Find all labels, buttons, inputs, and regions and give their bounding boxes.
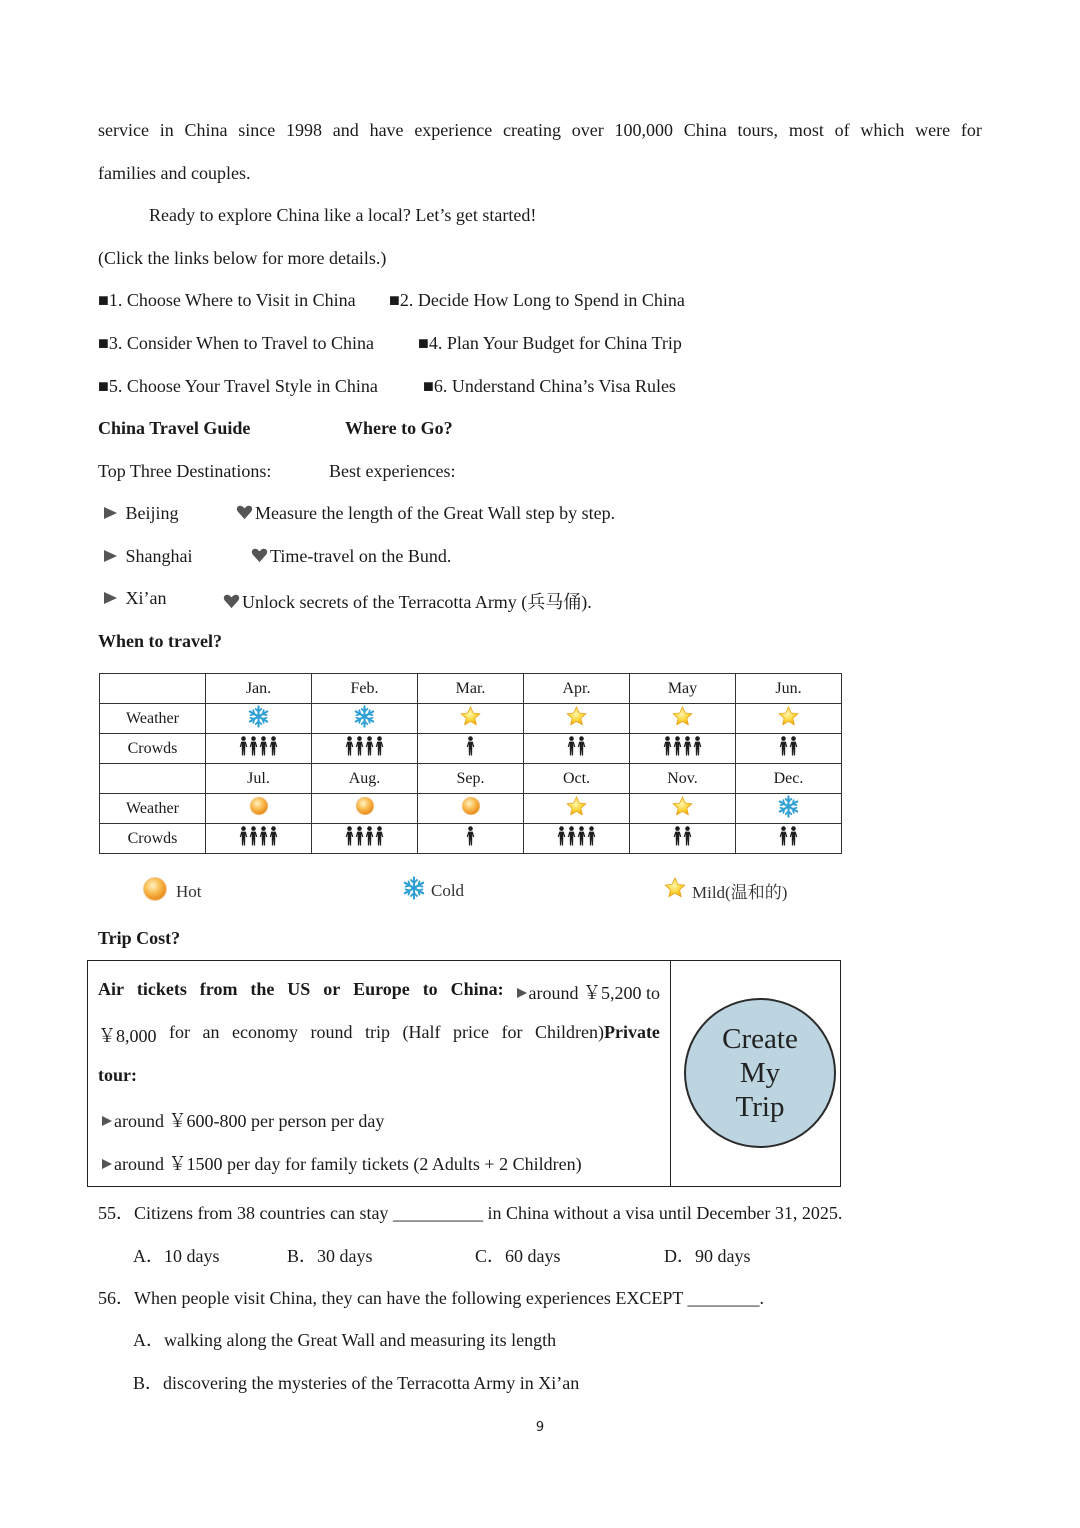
answer-blank: ________ [687, 1288, 760, 1308]
word: trip [364, 1022, 390, 1042]
row-label-weather: Weather [100, 794, 206, 824]
experience-text: Unlock secrets of the Terracotta Army (兵马俑). [242, 592, 592, 612]
person-icon [355, 736, 364, 761]
crowd-level-icon [239, 826, 279, 851]
month-cell: May [630, 674, 736, 704]
intro-line-2: families and couples. [98, 163, 251, 183]
month-cell: Oct. [524, 764, 630, 794]
question-56 [98, 1284, 764, 1310]
word: have [369, 120, 404, 140]
person-icon [345, 826, 354, 851]
person-icon [577, 826, 586, 851]
weather-cell [418, 794, 524, 824]
arrow-bullet-icon [102, 1116, 112, 1126]
destination-shanghai [104, 546, 193, 567]
private-tour-family [102, 1150, 664, 1176]
word: over [571, 120, 604, 140]
when-to-travel-heading: When to travel? [98, 631, 222, 651]
crowds-cell [736, 734, 842, 764]
word: price [452, 1022, 489, 1042]
word: China: [450, 979, 504, 999]
month-cell: Feb. [312, 674, 418, 704]
destination-xian [104, 588, 166, 609]
word: tours, [737, 120, 779, 140]
word: 100,000 [614, 120, 674, 140]
experience-shanghai [251, 546, 451, 567]
air-tickets-line [98, 979, 660, 1005]
crowds-cell [736, 824, 842, 854]
person-icon [663, 736, 672, 761]
person-icon [587, 826, 596, 851]
intro-line-1 [98, 120, 982, 141]
link-how-long[interactable]: ■2. Decide How Long to Spend in China [389, 290, 685, 310]
word: for [169, 1022, 190, 1042]
crowds-cell [206, 824, 312, 854]
weather-cell [312, 704, 418, 734]
weather-cell [736, 794, 842, 824]
button-label-line: Create [722, 1023, 798, 1055]
question-text: 55．Citizens from 38 countries can stay [98, 1203, 389, 1223]
economy-line [98, 1022, 660, 1048]
table-row [100, 734, 842, 764]
crowd-level-icon [345, 826, 385, 851]
month-cell: Apr. [524, 674, 630, 704]
experience-beijing [236, 503, 615, 524]
person-icon [355, 826, 364, 851]
heart-icon [251, 548, 268, 563]
table-cell-empty [100, 764, 206, 794]
snowflake-icon [777, 795, 800, 823]
word: round [310, 1022, 353, 1042]
row-label-crowds: Crowds [100, 734, 206, 764]
crowds-cell [630, 824, 736, 854]
q55-option-c: C．60 days [475, 1246, 561, 1266]
person-icon [466, 826, 475, 851]
q56-option-b: B．discovering the mysteries of the Terracotta Army in Xi’an [133, 1373, 580, 1393]
person-icon [567, 736, 576, 761]
table-row [100, 794, 842, 824]
word: Children)Private [534, 1022, 660, 1042]
intro-click-note: (Click the links below for more details.) [98, 248, 387, 268]
crowd-level-icon [239, 736, 279, 761]
q55-option-b: B．30 days [287, 1246, 373, 1266]
word: and [332, 120, 359, 140]
weather-cell [524, 794, 630, 824]
snowflake-icon [402, 876, 426, 905]
question-text: . [759, 1288, 765, 1308]
word: experience [414, 120, 493, 140]
person-icon [269, 736, 278, 761]
cost-item-text: around ￥600-800 per person per day [114, 1111, 385, 1131]
snowflake-icon [247, 705, 270, 733]
word: for [501, 1022, 523, 1042]
top-destinations-label: Top Three Destinations: [98, 461, 272, 481]
crowds-cell [524, 824, 630, 854]
q56-option-a: A．walking along the Great Wall and measuring its length [133, 1330, 557, 1350]
tour-label: tour: [98, 1065, 137, 1085]
word: which [860, 120, 905, 140]
destination-city: Shanghai [125, 546, 193, 566]
cost-item-text: around ￥1500 per day for family tickets (2 Adults + 2 Children) [114, 1154, 582, 1174]
person-icon [375, 736, 384, 761]
word: for [960, 120, 982, 140]
person-icon [249, 826, 258, 851]
person-icon [365, 826, 374, 851]
destination-city: Beijing [125, 503, 179, 523]
person-icon [683, 736, 692, 761]
trip-cost-details [88, 961, 671, 1186]
word: Air [98, 979, 124, 999]
word: the [250, 979, 275, 999]
person-icon [239, 826, 248, 851]
word: economy [232, 1022, 298, 1042]
crowd-level-icon [466, 736, 476, 761]
person-icon [259, 826, 268, 851]
weather-cell [206, 794, 312, 824]
link-when-to-travel[interactable]: ■3. Consider When to Travel to China [98, 333, 375, 353]
create-my-trip-button[interactable] [684, 998, 836, 1148]
person-icon [466, 736, 475, 761]
star-icon [663, 876, 687, 905]
crowds-cell [524, 734, 630, 764]
word: most [788, 120, 824, 140]
weather-cell [736, 704, 842, 734]
month-cell: Jul. [206, 764, 312, 794]
month-cell: Mar. [418, 674, 524, 704]
word: of [834, 120, 850, 140]
answer-blank: __________ [392, 1203, 483, 1223]
person-icon [259, 736, 268, 761]
person-icon [365, 736, 374, 761]
month-cell: Jan. [206, 674, 312, 704]
heart-icon [236, 505, 253, 520]
person-icon [577, 736, 586, 761]
weather-cell [524, 704, 630, 734]
question-text: in China without a visa until December 31, 2025. [487, 1203, 843, 1223]
person-icon [269, 826, 278, 851]
person-icon [779, 826, 788, 851]
word: China [184, 120, 228, 140]
crowds-cell [206, 734, 312, 764]
word: China [683, 120, 727, 140]
star-icon [459, 705, 482, 733]
word: US [287, 979, 311, 999]
best-experiences-label: Best experiences: [329, 461, 456, 481]
star-icon [671, 795, 694, 823]
sun-icon [142, 876, 168, 907]
private-tour-per-person [102, 1107, 664, 1133]
person-icon [239, 736, 248, 761]
weather-cell [206, 704, 312, 734]
page-number: 9 [535, 1420, 545, 1435]
table-row [100, 674, 842, 704]
crowds-cell [418, 734, 524, 764]
legend-cold [402, 876, 464, 905]
table-row [100, 764, 842, 794]
air-price-range [517, 979, 660, 1005]
crowd-level-icon [345, 736, 385, 761]
snowflake-icon [353, 705, 376, 733]
word: in [159, 120, 174, 140]
month-cell: Jun. [736, 674, 842, 704]
weather-cell [630, 704, 736, 734]
weather-cell [630, 794, 736, 824]
person-icon [375, 826, 384, 851]
weather-cell [312, 794, 418, 824]
person-icon [249, 736, 258, 761]
arrow-bullet-icon [517, 988, 527, 998]
weather-cell [418, 704, 524, 734]
word: to [422, 979, 438, 999]
word: 1998 [286, 120, 323, 140]
experience-text: Time-travel on the Bund. [270, 546, 452, 566]
link-budget[interactable]: ■4. Plan Your Budget for China Trip [418, 333, 682, 353]
person-icon [683, 826, 692, 851]
month-cell: Dec. [736, 764, 842, 794]
person-icon [673, 736, 682, 761]
crowd-level-icon [466, 826, 476, 851]
link-visa-rules[interactable]: ■6. Understand China’s Visa Rules [423, 376, 676, 396]
word: (Half [402, 1022, 441, 1042]
legend-label: Mild(温和的) [692, 883, 788, 902]
legend-hot [142, 876, 202, 907]
arrow-bullet-icon [102, 1159, 112, 1169]
trip-cost-heading: Trip Cost? [98, 928, 181, 948]
arrow-bullet-icon [104, 592, 117, 604]
crowds-cell [418, 824, 524, 854]
star-icon [565, 795, 588, 823]
crowd-level-icon [663, 736, 703, 761]
legend-mild [663, 876, 787, 905]
person-icon [345, 736, 354, 761]
month-cell: Nov. [630, 764, 736, 794]
word: or [323, 979, 341, 999]
q55-option-d: D．90 days [664, 1246, 751, 1266]
destination-beijing [104, 503, 179, 524]
experience-text: Measure the length of the Great Wall step by step. [255, 503, 616, 523]
legend-label: Hot [176, 881, 202, 901]
word: tickets [136, 979, 187, 999]
crowd-level-icon [779, 826, 799, 851]
crowds-cell [312, 734, 418, 764]
crowd-level-icon [673, 826, 693, 851]
destination-city: Xi’an [125, 588, 167, 608]
person-icon [789, 736, 798, 761]
heart-icon [223, 594, 240, 609]
person-icon [567, 826, 576, 851]
legend-label: Cold [431, 880, 465, 900]
where-to-go-heading: Where to Go? [345, 418, 453, 438]
arrow-bullet-icon [104, 550, 117, 562]
guide-title: China Travel Guide [98, 418, 251, 438]
question-text: 56．When people visit China, they can have the following experiences EXCEPT [98, 1288, 684, 1308]
person-icon [779, 736, 788, 761]
link-where-to-visit[interactable]: ■1. Choose Where to Visit in China [98, 290, 356, 310]
arrow-bullet-icon [104, 507, 117, 519]
travel-calendar-table [99, 673, 842, 854]
person-icon [673, 826, 682, 851]
crowd-level-icon [779, 736, 799, 761]
word: from [199, 979, 238, 999]
row-label-weather: Weather [100, 704, 206, 734]
sun-icon [461, 796, 481, 821]
word: ￥8,000 [98, 1026, 157, 1046]
price-text: around ￥5,200 to [528, 983, 660, 1003]
word: an [202, 1022, 220, 1042]
person-icon [557, 826, 566, 851]
table-row [100, 704, 842, 734]
table-cell-empty [100, 674, 206, 704]
q55-option-a: A．10 days [133, 1246, 220, 1266]
sun-icon [355, 796, 375, 821]
person-icon [693, 736, 702, 761]
row-label-crowds: Crowds [100, 824, 206, 854]
private-label: Private [603, 1022, 660, 1042]
button-label-line: My [739, 1057, 781, 1089]
month-cell: Aug. [312, 764, 418, 794]
table-row [100, 824, 842, 854]
intro-ready: Ready to explore China like a local? Let’s get started! [149, 205, 537, 225]
word: service [98, 120, 149, 140]
button-label-line: Trip [735, 1091, 785, 1123]
question-55 [98, 1199, 842, 1225]
word: Europe [353, 979, 410, 999]
crowds-cell [312, 824, 418, 854]
sun-icon [249, 796, 269, 821]
crowd-level-icon [567, 736, 587, 761]
star-icon [671, 705, 694, 733]
experience-xian [223, 588, 592, 614]
star-icon [565, 705, 588, 733]
crowds-cell [630, 734, 736, 764]
word: were [915, 120, 951, 140]
link-travel-style[interactable]: ■5. Choose Your Travel Style in China [98, 376, 378, 396]
month-cell: Sep. [418, 764, 524, 794]
word: since [238, 120, 276, 140]
word: creating [503, 120, 561, 140]
crowd-level-icon [557, 826, 597, 851]
person-icon [789, 826, 798, 851]
star-icon [777, 705, 800, 733]
